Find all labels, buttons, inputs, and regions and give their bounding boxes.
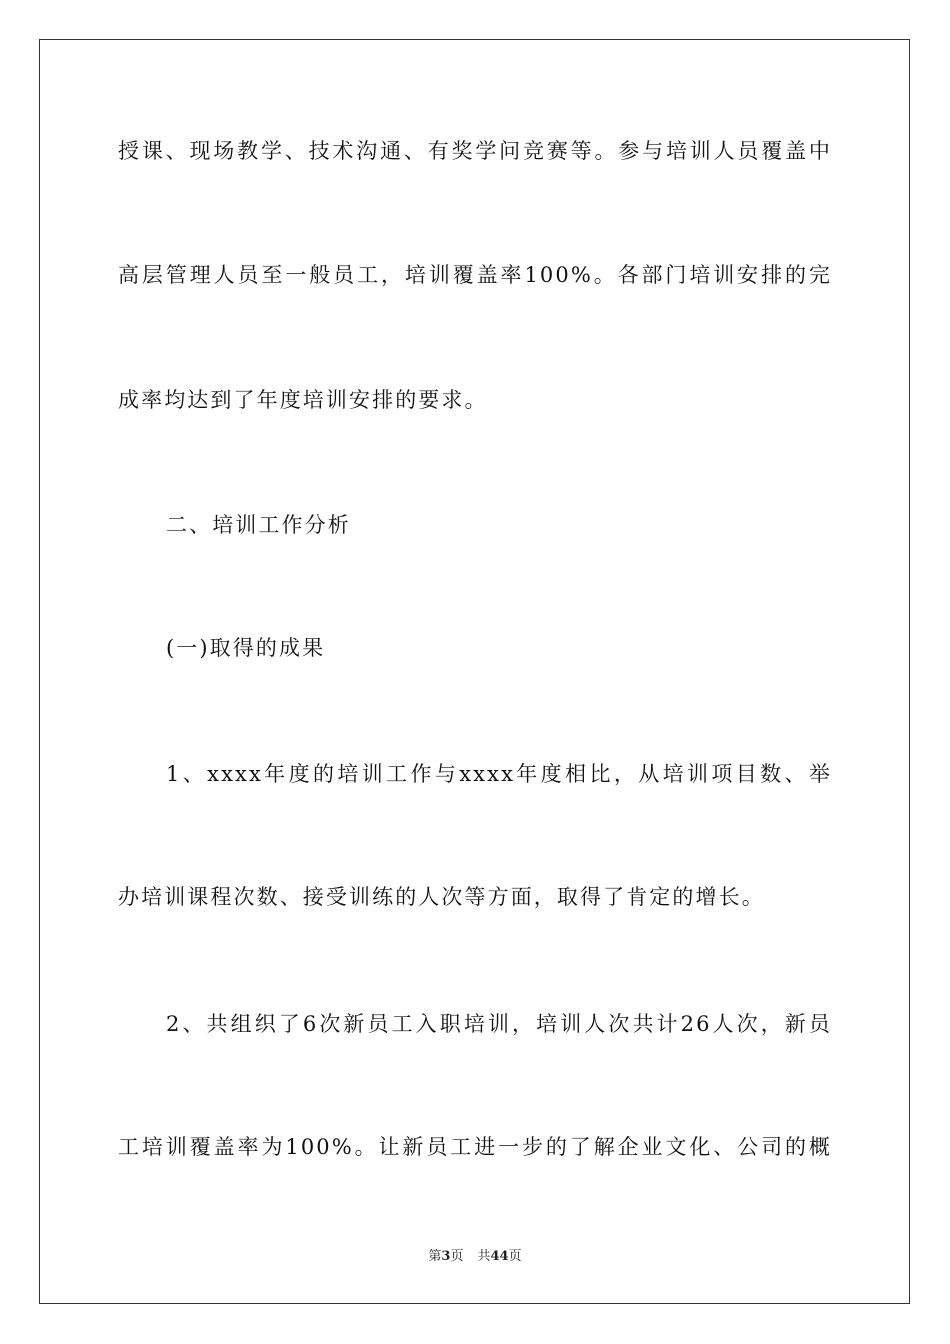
- page-border: [39, 39, 910, 1304]
- page-footer: [0, 1249, 950, 1265]
- page-suffix: 页: [450, 1249, 464, 1264]
- item-1-line-1: 1、xxxx年度的培训工作与xxxx年度相比，从培训项目数、举: [166, 762, 832, 786]
- paragraph-line-2: 高层管理人员至一般员工，培训覆盖率100%。各部门培训安排的完: [118, 263, 832, 287]
- page-number: 3: [441, 1249, 451, 1264]
- item-2-line-2: 工培训覆盖率为100%。让新员工进一步的了解企业文化、公司的概: [118, 1135, 832, 1159]
- item-2-line-1: 2、共组织了6次新员工入职培训，培训人次共计26人次，新员: [166, 1012, 832, 1036]
- page-prefix: 第: [428, 1249, 442, 1264]
- item-1-line-2: 办培训课程次数、接受训练的人次等方面，取得了肯定的增长。: [118, 885, 765, 909]
- paragraph-line-3: 成率均达到了年度培训安排的要求。: [118, 388, 488, 412]
- section-heading: 二、培训工作分析: [166, 513, 351, 537]
- subsection-heading: (一)取得的成果: [166, 636, 326, 660]
- total-pages: 44: [490, 1249, 509, 1264]
- total-suffix: 页: [508, 1249, 522, 1264]
- total-prefix: 共: [477, 1249, 491, 1264]
- paragraph-line-1: 授课、现场教学、技术沟通、有奖学问竞赛等。参与培训人员覆盖中: [118, 139, 832, 163]
